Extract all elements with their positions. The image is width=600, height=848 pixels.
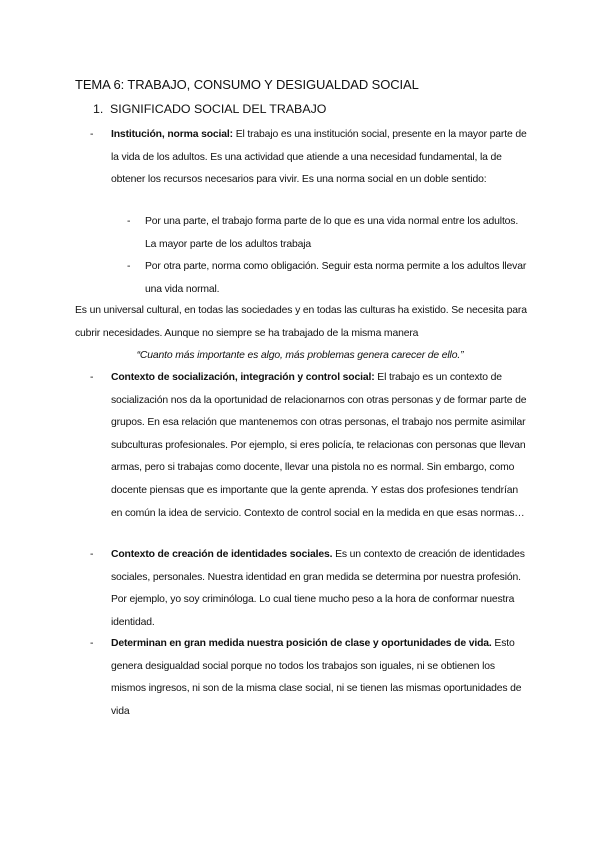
quote-text: “Cuanto más importante es algo, más problemas genera carecer de ello.” [136,350,464,361]
bullet-dash: - [90,372,94,383]
item-heading: Contexto de creación de identidades sociales. [111,549,333,560]
section-heading [93,102,326,116]
item-text: El trabajo es una institución social, presente en la mayor parte de la vida de los adultos. Es una actividad que atiende a una necesidad fundamental, la de obtener los recursos necesarios para vivir. Es una norma social en un doble sentido: [111,129,527,186]
bullet-dash: - [127,216,131,227]
item-heading: Determinan en gran medida nuestra posición de clase y oportunidades de vida. [111,638,492,649]
list-item [90,367,530,525]
list-item [90,124,530,192]
item-heading: Contexto de socialización, integración y control social: [111,372,375,383]
bullet-dash: - [90,638,94,649]
item-heading: Institución, norma social: [111,129,233,140]
list-item [90,544,530,634]
quote [0,345,600,368]
sub-list-item [127,211,527,256]
bullet-dash: - [127,261,131,272]
page-title: TEMA 6: TRABAJO, CONSUMO Y DESIGUALDAD SOCIAL [75,77,419,92]
list-item [90,633,530,723]
item-text: El trabajo es un contexto de socialización nos da la oportunidad de relacionarnos con otras personas y de formar parte de grupos. En esa relación que mantenemos con otras personas, el trabajo nos permite asimilar subculturas profesionales. Por ejemplo, si eres policía, te relacionas con personas que llevan armas, pero si trabajas como docente, llevar una pistola no es normal. Sin embargo, como docente piensas que es importante que la gente aprenda. Y estas dos profesiones tendrían en común la idea de servicio. Contexto de control social en la medida en que esas normas… [111,372,527,519]
bullet-dash: - [90,549,94,560]
section-number: 1. [93,102,104,116]
sub-item-text: Por una parte, el trabajo forma parte de lo que es una vida normal entre los adultos. La mayor parte de los adultos trabaja [145,216,519,250]
section-title: SIGNIFICADO SOCIAL DEL TRABAJO [110,102,327,116]
sub-item-text: Por otra parte, norma como obligación. Seguir esta norma permite a los adultos llevar una vida normal. [145,261,527,295]
bullet-dash: - [90,129,94,140]
item-text: Esto genera desigualdad social porque no todos los trabajos son iguales, ni se obtienen los mismos ingresos, ni son de la misma clase social, ni se tienen las mismas oportunidades de vida [111,638,522,717]
sub-list-item [127,256,527,301]
paragraph: Es un universal cultural, en todas las sociedades y en todas las culturas ha existido. Se necesita para cubrir necesidades. Aunque no siempre se ha trabajado de la misma manera [75,305,527,339]
item-text: Es un contexto de creación de identidades sociales, personales. Nuestra identidad en gran medida se determina por nuestra profesión. Por ejemplo, yo soy criminóloga. Lo cual tiene mucho peso a la hora de conformar nuestra identidad. [111,549,525,628]
